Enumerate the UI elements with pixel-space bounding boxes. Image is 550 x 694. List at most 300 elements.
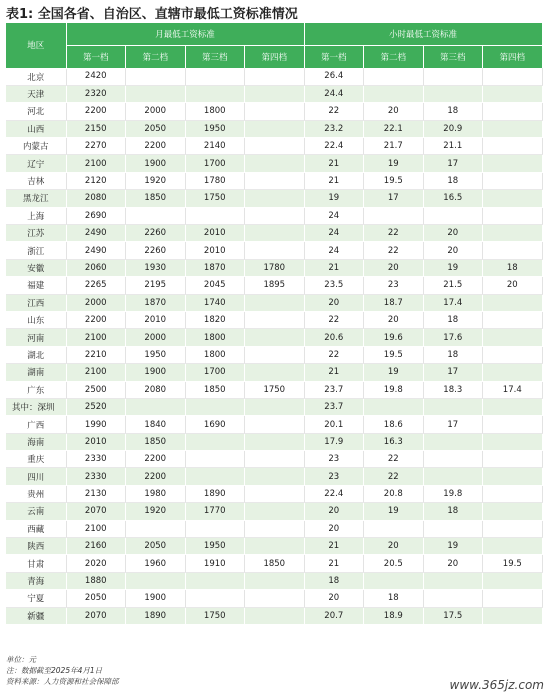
table-row: [6, 225, 542, 242]
monthly-tier-4-cell: [245, 398, 305, 415]
monthly-tier-3-cell: 1950: [185, 120, 245, 137]
hourly-tier-1-cell: 24: [304, 242, 364, 259]
hourly-tier-2-cell: 23: [364, 277, 424, 294]
monthly-tier-1-cell: 1880: [66, 572, 126, 589]
hourly-tier-3-cell: 21.1: [423, 138, 483, 155]
hourly-tier-1-cell: 23: [304, 468, 364, 485]
monthly-tier-4-cell: [245, 85, 305, 102]
monthly-tier-2-cell: 2260: [126, 242, 186, 259]
hourly-tier-1-cell: 23.2: [304, 120, 364, 137]
hourly-group-header: 小时最低工资标准: [304, 23, 542, 45]
hourly-tier-2-cell: 18.7: [364, 294, 424, 311]
monthly-tier-3-cell: [185, 85, 245, 102]
monthly-tier-2-cell: 1900: [126, 590, 186, 607]
monthly-tier-1-cell: 2320: [66, 85, 126, 102]
hourly-tier-1-cell: 23: [304, 451, 364, 468]
monthly-tier-3-cell: 1690: [185, 416, 245, 433]
monthly-tier-3-cell: 1780: [185, 172, 245, 189]
table-row: [6, 172, 542, 189]
hourly-tier-1-cell: 26.4: [304, 68, 364, 85]
monthly-tier-4-cell: [245, 329, 305, 346]
monthly-tier-4-cell: [245, 364, 305, 381]
region-cell: 海南: [6, 433, 66, 450]
region-cell: 安徽: [6, 259, 66, 276]
monthly-tier-2-cell: 1920: [126, 503, 186, 520]
hourly-tier-3-cell: 19.8: [423, 485, 483, 502]
table-row: [6, 120, 542, 137]
monthly-tier-1-cell: 2010: [66, 433, 126, 450]
monthly-tier-1-cell: 2000: [66, 294, 126, 311]
monthly-tier-4-cell: [245, 190, 305, 207]
hourly-tier-4-cell: [483, 242, 543, 259]
hourly-tier-2-cell: 22: [364, 451, 424, 468]
monthly-tier-2-cell: [126, 85, 186, 102]
hourly-tier-1-header: 第一档: [304, 45, 364, 68]
hourly-tier-1-cell: 21: [304, 364, 364, 381]
hourly-tier-1-cell: 20: [304, 590, 364, 607]
table-row: [6, 277, 542, 294]
monthly-tier-4-cell: [245, 346, 305, 363]
monthly-tier-1-cell: 2150: [66, 120, 126, 137]
monthly-tier-3-cell: 1800: [185, 329, 245, 346]
region-cell: 山西: [6, 120, 66, 137]
region-cell: 上海: [6, 207, 66, 224]
monthly-tier-3-header: 第三档: [185, 45, 245, 68]
monthly-tier-2-cell: 2200: [126, 468, 186, 485]
hourly-tier-1-cell: 18: [304, 572, 364, 589]
hourly-tier-2-cell: 20: [364, 538, 424, 555]
monthly-tier-1-cell: 2490: [66, 242, 126, 259]
hourly-tier-1-cell: 22: [304, 311, 364, 328]
hourly-tier-2-cell: 18.9: [364, 607, 424, 624]
monthly-tier-3-cell: 1750: [185, 607, 245, 624]
table-title: 表1: 全国各省、自治区、直辖市最低工资标准情况: [6, 7, 298, 22]
monthly-tier-3-cell: 1850: [185, 381, 245, 398]
table-row: [6, 398, 542, 415]
monthly-tier-2-cell: 1840: [126, 416, 186, 433]
region-cell: 青海: [6, 572, 66, 589]
hourly-tier-2-header: 第二档: [364, 45, 424, 68]
hourly-tier-1-cell: 22.4: [304, 138, 364, 155]
monthly-tier-4-cell: [245, 520, 305, 537]
hourly-tier-2-cell: 19: [364, 503, 424, 520]
region-cell: 四川: [6, 468, 66, 485]
hourly-tier-2-cell: 19.5: [364, 346, 424, 363]
hourly-tier-4-cell: [483, 68, 543, 85]
monthly-tier-4-cell: 1895: [245, 277, 305, 294]
hourly-tier-3-header: 第三档: [423, 45, 483, 68]
monthly-tier-1-cell: 2500: [66, 381, 126, 398]
monthly-tier-2-cell: 1900: [126, 155, 186, 172]
region-cell: 重庆: [6, 451, 66, 468]
table-row: [6, 485, 542, 502]
region-cell: 西藏: [6, 520, 66, 537]
hourly-tier-1-cell: 20: [304, 520, 364, 537]
hourly-tier-4-cell: [483, 329, 543, 346]
hourly-tier-4-cell: [483, 520, 543, 537]
region-cell: 新疆: [6, 607, 66, 624]
monthly-tier-4-cell: [245, 294, 305, 311]
monthly-tier-2-cell: 1870: [126, 294, 186, 311]
hourly-tier-2-cell: 20: [364, 103, 424, 120]
monthly-tier-3-cell: [185, 433, 245, 450]
monthly-tier-4-cell: [245, 485, 305, 502]
hourly-tier-4-cell: [483, 538, 543, 555]
table-row: [6, 416, 542, 433]
monthly-tier-3-cell: 1800: [185, 103, 245, 120]
monthly-tier-3-cell: 1800: [185, 346, 245, 363]
hourly-tier-2-cell: 19.8: [364, 381, 424, 398]
hourly-tier-1-cell: 22.4: [304, 485, 364, 502]
monthly-tier-1-cell: 2210: [66, 346, 126, 363]
monthly-tier-4-cell: 1850: [245, 555, 305, 572]
monthly-tier-2-cell: [126, 520, 186, 537]
hourly-tier-4-cell: [483, 451, 543, 468]
monthly-tier-2-header: 第二档: [126, 45, 186, 68]
region-cell: 山东: [6, 311, 66, 328]
hourly-tier-1-cell: 21: [304, 155, 364, 172]
monthly-tier-2-cell: [126, 398, 186, 415]
monthly-tier-2-cell: 2050: [126, 538, 186, 555]
hourly-tier-3-cell: 18: [423, 172, 483, 189]
hourly-tier-3-cell: [423, 398, 483, 415]
monthly-tier-3-cell: [185, 451, 245, 468]
monthly-tier-3-cell: 1700: [185, 155, 245, 172]
monthly-tier-1-cell: 2490: [66, 225, 126, 242]
monthly-tier-4-cell: [245, 538, 305, 555]
region-header: 地区: [6, 23, 66, 68]
hourly-tier-1-cell: 21: [304, 172, 364, 189]
table-row: [6, 451, 542, 468]
hourly-tier-3-cell: 18.3: [423, 381, 483, 398]
monthly-tier-1-cell: 2265: [66, 277, 126, 294]
region-cell: 湖北: [6, 346, 66, 363]
monthly-tier-1-cell: 2120: [66, 172, 126, 189]
hourly-tier-4-cell: [483, 207, 543, 224]
hourly-tier-3-cell: [423, 85, 483, 102]
monthly-tier-1-cell: 2100: [66, 364, 126, 381]
hourly-tier-2-cell: 17: [364, 190, 424, 207]
monthly-tier-3-cell: 1870: [185, 259, 245, 276]
monthly-tier-4-cell: [245, 155, 305, 172]
hourly-tier-4-cell: [483, 398, 543, 415]
monthly-tier-3-cell: 2140: [185, 138, 245, 155]
hourly-tier-2-cell: [364, 572, 424, 589]
monthly-tier-2-cell: 2080: [126, 381, 186, 398]
hourly-tier-3-cell: 18: [423, 311, 483, 328]
monthly-tier-4-header: 第四档: [245, 45, 305, 68]
hourly-tier-4-cell: [483, 572, 543, 589]
monthly-tier-2-cell: 2260: [126, 225, 186, 242]
hourly-tier-3-cell: 20: [423, 225, 483, 242]
hourly-tier-3-cell: 20: [423, 555, 483, 572]
monthly-tier-2-cell: 1850: [126, 433, 186, 450]
hourly-tier-3-cell: 18: [423, 503, 483, 520]
hourly-tier-1-cell: 20.7: [304, 607, 364, 624]
hourly-tier-1-cell: 24: [304, 207, 364, 224]
monthly-tier-4-cell: [245, 468, 305, 485]
monthly-tier-3-cell: [185, 68, 245, 85]
monthly-tier-4-cell: [245, 120, 305, 137]
hourly-tier-2-cell: 22: [364, 225, 424, 242]
region-cell: 贵州: [6, 485, 66, 502]
monthly-tier-2-cell: 2050: [126, 120, 186, 137]
region-cell: 福建: [6, 277, 66, 294]
region-cell: 甘肃: [6, 555, 66, 572]
hourly-tier-4-cell: 20: [483, 277, 543, 294]
region-cell: 宁夏: [6, 590, 66, 607]
hourly-tier-4-cell: [483, 190, 543, 207]
monthly-tier-2-cell: [126, 68, 186, 85]
monthly-tier-4-cell: 1750: [245, 381, 305, 398]
region-cell: 湖南: [6, 364, 66, 381]
hourly-tier-2-cell: 20.8: [364, 485, 424, 502]
table-row: [6, 190, 542, 207]
monthly-tier-4-cell: [245, 103, 305, 120]
hourly-tier-1-cell: 19: [304, 190, 364, 207]
region-cell: 北京: [6, 68, 66, 85]
monthly-tier-4-cell: [245, 138, 305, 155]
monthly-tier-2-cell: 1950: [126, 346, 186, 363]
hourly-tier-1-cell: 21: [304, 538, 364, 555]
hourly-tier-1-cell: 23.5: [304, 277, 364, 294]
monthly-tier-3-cell: 1750: [185, 190, 245, 207]
monthly-tier-4-cell: [245, 451, 305, 468]
table-footer: [6, 654, 119, 687]
table-row: [6, 590, 542, 607]
hourly-tier-2-cell: 16.3: [364, 433, 424, 450]
hourly-tier-3-cell: [423, 468, 483, 485]
monthly-tier-1-cell: 2270: [66, 138, 126, 155]
monthly-tier-2-cell: 2200: [126, 451, 186, 468]
hourly-tier-3-cell: [423, 207, 483, 224]
hourly-tier-3-cell: [423, 520, 483, 537]
watermark-text: www.365jz.com: [449, 678, 544, 692]
monthly-tier-1-cell: 2420: [66, 68, 126, 85]
region-cell: 云南: [6, 503, 66, 520]
hourly-tier-3-cell: 20.9: [423, 120, 483, 137]
monthly-tier-2-cell: 2000: [126, 329, 186, 346]
monthly-tier-1-cell: 2060: [66, 259, 126, 276]
table-row: [6, 155, 542, 172]
monthly-tier-3-cell: 1890: [185, 485, 245, 502]
table-row: [6, 311, 542, 328]
monthly-tier-2-cell: 1960: [126, 555, 186, 572]
monthly-tier-3-cell: [185, 520, 245, 537]
monthly-tier-1-cell: 2070: [66, 503, 126, 520]
monthly-tier-2-cell: [126, 207, 186, 224]
monthly-tier-3-cell: 1740: [185, 294, 245, 311]
table-row: [6, 103, 542, 120]
hourly-tier-2-cell: 20: [364, 311, 424, 328]
monthly-tier-3-cell: 1950: [185, 538, 245, 555]
monthly-tier-1-header: 第一档: [66, 45, 126, 68]
monthly-tier-3-cell: 1910: [185, 555, 245, 572]
monthly-tier-2-cell: 1850: [126, 190, 186, 207]
hourly-tier-3-cell: 17.5: [423, 607, 483, 624]
hourly-tier-3-cell: 17.6: [423, 329, 483, 346]
hourly-tier-3-cell: 19: [423, 259, 483, 276]
hourly-tier-3-cell: 18: [423, 103, 483, 120]
region-cell: 广东: [6, 381, 66, 398]
hourly-tier-2-cell: 19.5: [364, 172, 424, 189]
hourly-tier-4-cell: [483, 225, 543, 242]
hourly-tier-4-cell: [483, 155, 543, 172]
monthly-tier-2-cell: 1890: [126, 607, 186, 624]
monthly-tier-1-cell: 2520: [66, 398, 126, 415]
region-cell: 内蒙古: [6, 138, 66, 155]
monthly-tier-1-cell: 2690: [66, 207, 126, 224]
monthly-tier-1-cell: 2100: [66, 329, 126, 346]
hourly-tier-1-cell: 17.9: [304, 433, 364, 450]
monthly-tier-4-cell: 1780: [245, 259, 305, 276]
monthly-tier-3-cell: [185, 207, 245, 224]
hourly-tier-1-cell: 24.4: [304, 85, 364, 102]
monthly-tier-2-cell: 1900: [126, 364, 186, 381]
monthly-tier-4-cell: [245, 503, 305, 520]
monthly-tier-3-cell: [185, 590, 245, 607]
monthly-tier-3-cell: 2010: [185, 242, 245, 259]
table-row: [6, 68, 542, 85]
monthly-tier-4-cell: [245, 311, 305, 328]
hourly-tier-2-cell: 20.5: [364, 555, 424, 572]
hourly-tier-1-cell: 21: [304, 555, 364, 572]
hourly-tier-3-cell: [423, 590, 483, 607]
monthly-tier-3-cell: 2010: [185, 225, 245, 242]
hourly-tier-1-cell: 22: [304, 346, 364, 363]
table-row: [6, 572, 542, 589]
monthly-tier-1-cell: 2200: [66, 103, 126, 120]
hourly-tier-4-cell: [483, 346, 543, 363]
hourly-tier-1-cell: 20.1: [304, 416, 364, 433]
hourly-tier-4-cell: [483, 294, 543, 311]
date-note: 注：数据截至2025年4月1日: [6, 666, 103, 675]
region-cell: 浙江: [6, 242, 66, 259]
monthly-tier-4-cell: [245, 242, 305, 259]
hourly-tier-2-cell: 19: [364, 155, 424, 172]
region-cell: 天津: [6, 85, 66, 102]
table-row: [6, 242, 542, 259]
hourly-tier-4-cell: [483, 311, 543, 328]
hourly-tier-2-cell: 22.1: [364, 120, 424, 137]
hourly-tier-1-cell: 21: [304, 259, 364, 276]
monthly-tier-2-cell: [126, 572, 186, 589]
monthly-group-header: 月最低工资标准: [66, 23, 304, 45]
monthly-tier-1-cell: 2330: [66, 451, 126, 468]
table-row: [6, 346, 542, 363]
hourly-tier-3-cell: 16.5: [423, 190, 483, 207]
monthly-tier-1-cell: 2100: [66, 155, 126, 172]
hourly-tier-4-cell: 19.5: [483, 555, 543, 572]
hourly-tier-1-cell: 24: [304, 225, 364, 242]
hourly-tier-2-cell: 20: [364, 259, 424, 276]
monthly-tier-2-cell: 2200: [126, 138, 186, 155]
hourly-tier-3-cell: 18: [423, 346, 483, 363]
monthly-tier-3-cell: 1770: [185, 503, 245, 520]
region-cell: 吉林: [6, 172, 66, 189]
monthly-tier-1-cell: 2020: [66, 555, 126, 572]
table-row: [6, 607, 542, 624]
monthly-tier-4-cell: [245, 590, 305, 607]
region-cell: 江西: [6, 294, 66, 311]
hourly-tier-3-cell: 17: [423, 364, 483, 381]
table-row: [6, 433, 542, 450]
monthly-tier-4-cell: [245, 416, 305, 433]
hourly-tier-4-header: 第四档: [483, 45, 543, 68]
table-row: [6, 329, 542, 346]
monthly-tier-2-cell: 1930: [126, 259, 186, 276]
hourly-tier-4-cell: [483, 120, 543, 137]
hourly-tier-2-cell: 19.6: [364, 329, 424, 346]
hourly-tier-4-cell: [483, 85, 543, 102]
hourly-tier-4-cell: [483, 607, 543, 624]
hourly-tier-4-cell: [483, 503, 543, 520]
monthly-tier-2-cell: 1980: [126, 485, 186, 502]
hourly-tier-4-cell: [483, 433, 543, 450]
monthly-tier-1-cell: 2080: [66, 190, 126, 207]
hourly-tier-4-cell: [483, 103, 543, 120]
hourly-tier-2-cell: [364, 520, 424, 537]
region-cell: 其中：深圳: [6, 398, 66, 415]
min-wage-table: [6, 23, 543, 625]
hourly-tier-1-cell: 22: [304, 103, 364, 120]
monthly-tier-1-cell: 2160: [66, 538, 126, 555]
hourly-tier-4-cell: 17.4: [483, 381, 543, 398]
hourly-tier-1-cell: 20.6: [304, 329, 364, 346]
monthly-tier-4-cell: [245, 68, 305, 85]
hourly-tier-3-cell: 21.5: [423, 277, 483, 294]
monthly-tier-4-cell: [245, 433, 305, 450]
region-cell: 河北: [6, 103, 66, 120]
hourly-tier-3-cell: 19: [423, 538, 483, 555]
monthly-tier-4-cell: [245, 607, 305, 624]
hourly-tier-4-cell: [483, 138, 543, 155]
hourly-tier-4-cell: 18: [483, 259, 543, 276]
region-cell: 黑龙江: [6, 190, 66, 207]
hourly-tier-2-cell: 22: [364, 242, 424, 259]
hourly-tier-3-cell: [423, 572, 483, 589]
hourly-tier-3-cell: [423, 433, 483, 450]
region-cell: 广西: [6, 416, 66, 433]
monthly-tier-1-cell: 2130: [66, 485, 126, 502]
region-cell: 陕西: [6, 538, 66, 555]
monthly-tier-4-cell: [245, 172, 305, 189]
monthly-tier-3-cell: [185, 468, 245, 485]
monthly-tier-1-cell: 1990: [66, 416, 126, 433]
table-row: [6, 207, 542, 224]
table-body: [6, 68, 542, 625]
hourly-tier-2-cell: [364, 398, 424, 415]
hourly-tier-4-cell: [483, 485, 543, 502]
region-cell: 辽宁: [6, 155, 66, 172]
monthly-tier-1-cell: 2200: [66, 311, 126, 328]
monthly-tier-3-cell: [185, 572, 245, 589]
table-row: [6, 294, 542, 311]
region-cell: 江苏: [6, 225, 66, 242]
monthly-tier-2-cell: 2010: [126, 311, 186, 328]
hourly-tier-1-cell: 23.7: [304, 381, 364, 398]
unit-note: 单位：元: [6, 655, 36, 664]
hourly-tier-3-cell: 17.4: [423, 294, 483, 311]
hourly-tier-2-cell: 18: [364, 590, 424, 607]
monthly-tier-1-cell: 2330: [66, 468, 126, 485]
table-row: [6, 555, 542, 572]
table-row: [6, 364, 542, 381]
table-row: [6, 259, 542, 276]
monthly-tier-4-cell: [245, 207, 305, 224]
hourly-tier-3-cell: 17: [423, 155, 483, 172]
table-row: [6, 468, 542, 485]
